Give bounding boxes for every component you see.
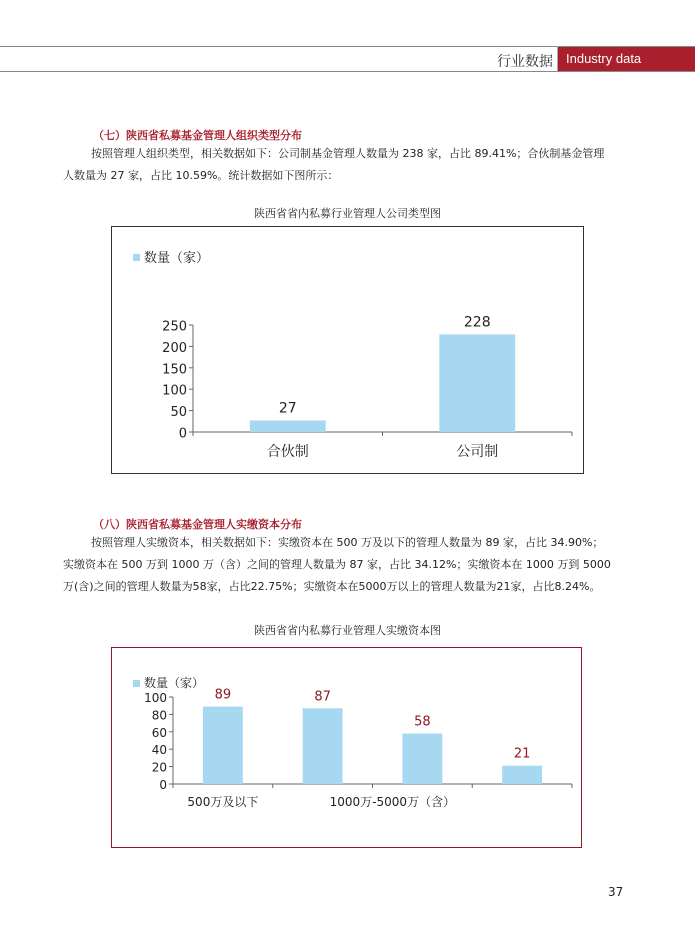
section8-paragraph [63,532,635,598]
chart1-data-label: 27 [278,400,297,417]
chart2-bar [303,708,343,784]
section7-title: （七）陕西省私募基金管理人组织类型分布 [93,129,302,142]
chart1-bars [250,314,515,432]
chart2-y-tick-label: 0 [159,778,167,792]
chart2 [111,647,582,848]
chart1-title: 陕西省省内私募行业管理人公司类型图 [254,207,441,220]
chart2-bars [203,688,542,784]
header-bottom-rule [0,71,695,72]
chart2-y-tick-label: 40 [151,743,167,758]
chart2-y-tick-label: 80 [151,708,167,723]
chart2-data-label: 21 [513,746,531,762]
chart2-y-tick-label: 60 [151,725,167,740]
chart1-data-label: 228 [463,314,491,331]
section7-paragraph [63,143,635,187]
chart2-category-label: 500万及以下 [187,795,259,809]
chart2-bar [502,766,542,784]
page-number: 37 [608,885,624,899]
chart1-bar [250,420,326,432]
chart1-category-label: 合伙制 [266,444,309,460]
chart1-y-tick-label: 0 [178,426,187,442]
chart2-legend-swatch [133,680,140,687]
chart1-legend-swatch [133,254,140,261]
chart2-y-tick-label: 100 [144,691,167,705]
chart1-y-tick-label: 100 [162,383,187,399]
chart2-legend-label: 数量（家） [144,676,205,690]
header-section-cn: 行业数据 [497,54,553,70]
chart1-y-tick-label: 150 [162,362,187,378]
chart1-category-label: 公司制 [456,444,499,460]
chart2-title: 陕西省省内私募行业管理人实缴资本图 [254,624,441,637]
chart1-legend-label: 数量（家） [144,251,210,266]
chart2-data-label: 89 [214,687,232,703]
chart1-y-tick-label: 250 [162,319,187,335]
section8-line1: 按照管理人实缴资本，相关数据如下：实缴资本在 500 万及以下的管理人数量为 89 家，占比 34.90%； [91,536,604,549]
chart1-y-tick-label: 200 [162,340,187,356]
section8-line2: 实缴资本在 500 万到 1000 万（含）之间的管理人数量为 87 家，占比 34.12%；实缴资本在 1000 万到 5000 [63,558,611,571]
chart1 [111,226,584,474]
section8-title: （八）陕西省私募基金管理人实缴资本分布 [93,518,302,531]
chart2-data-label: 87 [314,689,331,705]
chart2-bar [203,707,243,784]
section7-line1: 按照管理人组织类型，相关数据如下：公司制基金管理人数量为 238 家，占比 89.41%；合伙制基金管理 [91,147,605,160]
chart1-y-tick-label: 50 [170,405,187,421]
chart1-legend [133,250,209,266]
chart1-bar [439,334,515,432]
chart2-bar [402,734,442,784]
chart2-svg [112,648,581,847]
chart2-y-tick-label: 20 [151,760,167,775]
chart1-svg [112,227,583,473]
chart2-legend [133,675,204,690]
chart2-data-label: 58 [414,714,431,730]
header-section-en: Industry data [558,47,695,71]
section7-line2: 人数量为 27 家，占比 10.59%。统计数据如下图所示： [63,169,339,182]
chart2-category-label: 1000万-5000万（含） [329,795,456,809]
section8-line3: 万(含)之间的管理人数量为58家，占比22.75%；实缴资本在5000万以上的管理人数量为21家，占比8.24%。 [63,580,601,593]
